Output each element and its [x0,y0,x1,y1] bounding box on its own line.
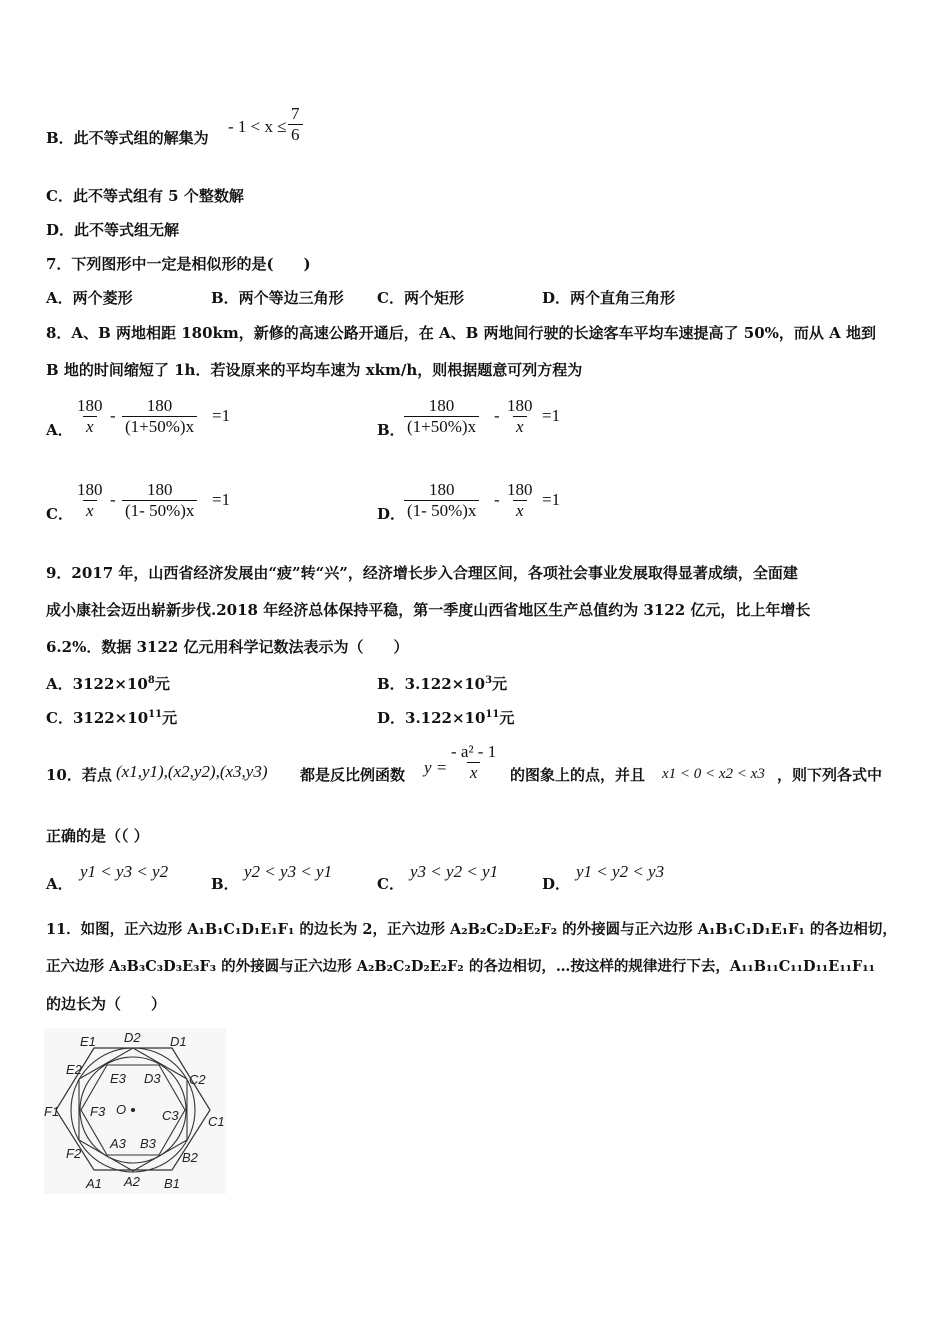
q8-option-d-label: D． [377,505,406,523]
q10-stem-end: ，则下列各式中 [777,766,883,784]
label-A3: A3 [110,1136,126,1151]
q8-b-op: - [494,406,500,425]
q10-option-b-label: B． [211,875,239,893]
q10-option-b-math: y2 < y3 < y1 [244,862,333,881]
label-A2: A2 [124,1174,140,1189]
centre-point [131,1108,135,1112]
q10-stem-post: 的图象上的点，并且 [510,766,646,784]
q8-stem-line2: B 地的时间缩短了 1h．若设原来的平均车速为 xkm/h，则根据题意可列方程为 [46,361,583,379]
q8-c-eq: =1 [212,490,231,509]
q8-d-frac1: $\frac{180}{(1- 50\%)x}$ [404,480,479,521]
q9-stem-line2: 成小康社会迈出崭新步伐.2018 年经济总体保持平稳，第一季度山西省地区生产总值约为 3122 亿元，比上年增长 [46,601,811,619]
label-D3: D3 [144,1071,161,1086]
label-F2: F2 [66,1146,82,1161]
q6-option-b [46,128,209,148]
q10-option-d-label: D． [542,875,571,893]
q10-option-d-math: y1 < y2 < y3 [576,862,665,881]
q8-b-frac1: $\frac{180}{(1+50\%)x}$ [404,396,479,437]
q8-d-op: - [494,490,500,509]
q10-condition: x1 < 0 < x2 < x3 [662,766,765,782]
label-F1: F1 [44,1104,60,1119]
q8-d-eq: =1 [542,490,561,509]
q10-option-c-math: y3 < y2 < y1 [410,862,499,881]
label-E3: E3 [110,1071,126,1086]
q7-option-c: C．两个矩形 [377,289,464,307]
q8-option-c-label: C． [46,505,73,523]
q8-stem-line1: 8．A、B 两地相距 180km，新修的高速公路开通后，在 A、B 两地间行驶的长途客车平均车速提高了 50%，而从 A 地到 [46,324,876,342]
q8-option-a-label: A． [46,421,73,439]
q8-b-frac2: $\frac{180}{x}$ [507,396,533,436]
q11-hexagon-figure [44,1028,226,1194]
label-C2: C2 [189,1072,206,1087]
q8-c-op: - [110,490,116,509]
label-D1: D1 [170,1034,187,1049]
q8-b-eq: =1 [542,406,561,425]
q8-c-frac1: $\frac{180}{x}$ [77,480,103,520]
q6-option-c: C．此不等式组有 5 个整数解 [46,187,244,205]
q8-c-frac2: $\frac{180}{(1- 50\%)x}$ [122,480,197,521]
q11-stem-line1: 11．如图，正六边形 A₁B₁C₁D₁E₁F₁ 的边长为 2，正六边形 A₂B₂C₂D₂E₂F₂ 的外接圆与正六边形 A₁B₁C₁D₁E₁F₁ 的各边相切， [46,921,897,938]
label-F3: F3 [90,1104,106,1119]
q10-stem-mid: 都是反比例函数 [300,766,406,784]
q6-option-d: D．此不等式组无解 [46,221,180,239]
q9-option-d: D．$3.122\times 10^{11}$元 [377,709,515,727]
label-B1: B1 [164,1176,180,1191]
label-O: O [116,1102,127,1117]
q8-a-frac2: $\frac{180}{(1+50\%)x}$ [122,396,197,437]
label-A1: A1 [86,1176,102,1191]
q10-option-a-math: y1 < y3 < y2 [80,862,169,881]
q8-d-frac2: $\frac{180}{x}$ [507,480,533,520]
label-B3: B3 [140,1136,156,1151]
q9-stem-line3: 6.2%．数据 3122 亿元用科学记数法表示为（ ） [46,638,409,656]
label-C1: C1 [208,1114,225,1129]
q9-option-c: C．$3122\times 10^{11}$元 [46,709,178,727]
q9-stem-line1: 9．2017 年，山西省经济发展由“疲”转“兴”，经济增长步入合理区间，各项社会事业发展取得显著成绩，全面建 [46,564,798,582]
label-D2: D2 [124,1030,141,1045]
q10-points: (x1,y1),(x2,y2),(x3,y3) [116,762,268,781]
q11-stem-line2: 正六边形 A₃B₃C₃D₃E₃F₃ 的外接圆与正六边形 A₂B₂C₂D₂E₂F₂ 的各边相切，…按这样的规律进行下去，A₁₁B₁₁C₁₁D₁₁E₁₁F₁₁ [46,958,876,975]
q11-stem-line3: 的边长为（ ） [46,995,167,1013]
q10-option-a-label: A． [46,875,73,893]
q6-option-b-label: B．此不等式组的解集为 [46,129,209,147]
q10-option-c-label: C． [377,875,404,893]
label-E2: E2 [66,1062,82,1077]
q8-option-b-label: B． [377,421,405,439]
q10-stem-prefix: 10．若点 [46,766,112,784]
q6-option-b-fraction: $\frac{7}{6}$ [288,104,303,145]
q7-option-d: D．两个直角三角形 [542,289,676,307]
q8-a-op: - [110,406,116,425]
q6-option-b-math-left: - 1 < x ≤ [228,117,287,136]
q7-option-b: B．两个等边三角形 [211,289,344,307]
q9-option-b: B．$3.122\times 10^3$元 [377,675,508,693]
q8-a-frac1: $\frac{180}{x}$ [77,396,103,436]
q10-func-fraction: $\frac{\text{- a² - 1}}{x}$ [451,742,497,782]
q8-a-eq: =1 [212,406,231,425]
label-E1: E1 [80,1034,96,1049]
label-B2: B2 [182,1150,198,1165]
q7-stem: 7．下列图形中一定是相似形的是( ) [46,255,311,273]
q10-func-y: y = [424,758,448,777]
q10-stem-line2: 正确的是（（ ） [46,827,149,845]
q9-option-a: A．$3122\times 10^8$元 [46,675,170,693]
label-C3: C3 [162,1108,179,1123]
q7-option-a: A．两个菱形 [46,289,133,307]
